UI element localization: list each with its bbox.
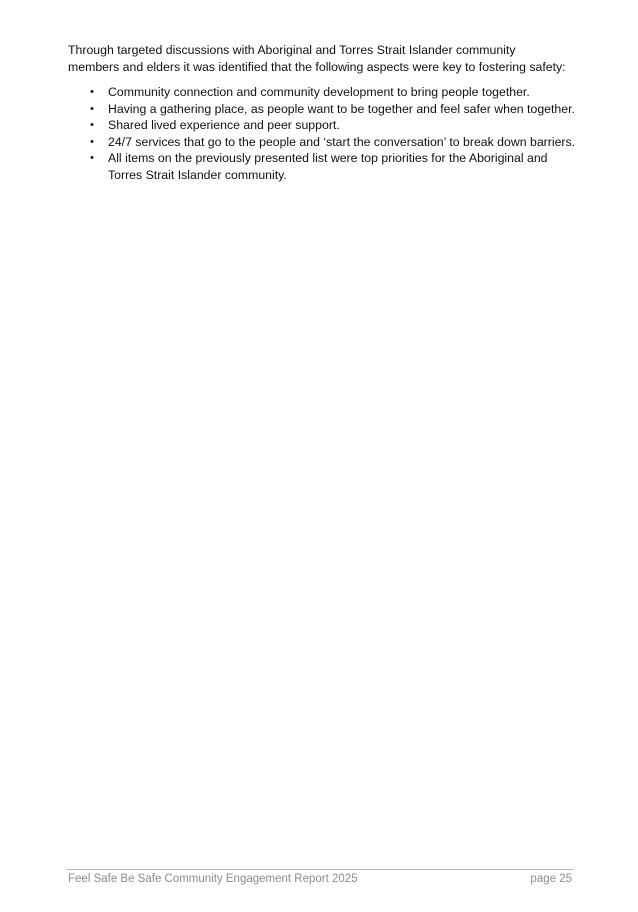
- list-item-text: 24/7 services that go to the people and ‘start the conversation’ to break down barriers.: [108, 134, 576, 149]
- list-item: [68, 101, 578, 118]
- bullet-icon: •: [90, 102, 94, 115]
- list-item-text: Having a gathering place, as people want to be together and feel safer when together.: [108, 101, 575, 116]
- list-item-text: All items on the previously presented list were top priorities for the Aboriginal and Torres Strait Islander community.: [108, 151, 548, 182]
- footer-divider: [67, 869, 573, 870]
- bullet-icon: •: [90, 119, 94, 131]
- list-item: [68, 117, 578, 134]
- list-item: [68, 150, 578, 183]
- key-aspects-list: [68, 84, 578, 183]
- bullet-icon: •: [90, 152, 94, 164]
- intro-paragraph: Through targeted discussions with Aboriginal and Torres Strait Islander community members and elders it was identified that the following aspects were key to fostering safety:: [68, 43, 566, 74]
- list-item-text: Shared lived experience and peer support.: [108, 118, 340, 132]
- bullet-icon: •: [90, 135, 94, 148]
- list-item-text: Community connection and community development to bring people together.: [108, 85, 530, 99]
- bullet-icon: •: [90, 86, 94, 98]
- footer-report-title: Feel Safe Be Safe Community Engagement Report 2025: [68, 873, 358, 885]
- footer-page-number: page 25: [530, 873, 572, 885]
- list-item: [68, 84, 578, 101]
- list-item: [68, 134, 578, 151]
